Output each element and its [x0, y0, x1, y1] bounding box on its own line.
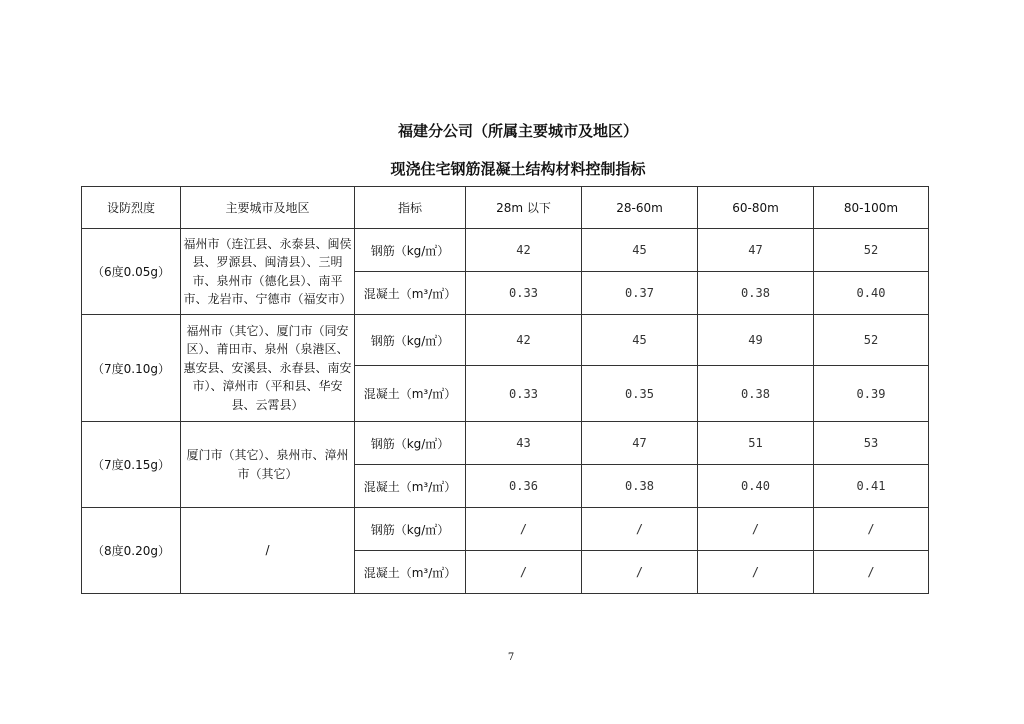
value-cell: / [698, 551, 814, 594]
concrete-label: 混凝土（m³/㎡） [355, 272, 466, 315]
value-cell: 42 [466, 315, 582, 366]
value-cell: / [814, 551, 929, 594]
value-cell: / [466, 508, 582, 551]
header-80-100m: 80-100m [814, 187, 929, 229]
value-cell: 52 [814, 229, 929, 272]
concrete-label: 混凝土（m³/㎡） [355, 465, 466, 508]
value-cell: 45 [582, 315, 698, 366]
value-cell: 51 [698, 422, 814, 465]
region-cell: 厦门市（其它）、泉州市、漳州市（其它） [181, 422, 355, 508]
value-cell: / [582, 551, 698, 594]
value-cell: 53 [814, 422, 929, 465]
value-cell: 0.33 [466, 272, 582, 315]
value-cell: 0.41 [814, 465, 929, 508]
header-below-28m: 28m 以下 [466, 187, 582, 229]
intensity-cell: （8度0.20g） [82, 508, 181, 594]
value-cell: / [582, 508, 698, 551]
value-cell: 0.36 [466, 465, 582, 508]
table-row [82, 422, 929, 465]
intensity-cell: （7度0.15g） [82, 422, 181, 508]
value-cell: 0.35 [582, 366, 698, 422]
header-60-80m: 60-80m [698, 187, 814, 229]
value-cell: 0.38 [582, 465, 698, 508]
steel-label: 钢筋（kg/㎡） [355, 508, 466, 551]
steel-label: 钢筋（kg/㎡） [355, 229, 466, 272]
value-cell: / [466, 551, 582, 594]
value-cell: 42 [466, 229, 582, 272]
steel-label: 钢筋（kg/㎡） [355, 315, 466, 366]
value-cell: 0.38 [698, 366, 814, 422]
table-title: 现浇住宅钢筋混凝土结构材料控制指标 [390, 160, 646, 178]
table-row [82, 229, 929, 272]
header-indicator: 指标 [355, 187, 466, 229]
value-cell: 45 [582, 229, 698, 272]
intensity-cell: （7度0.10g） [82, 315, 181, 422]
header-row [82, 187, 929, 229]
header-region: 主要城市及地区 [181, 187, 355, 229]
region-cell: 福州市（连江县、永泰县、闽侯县、罗源县、闽清县）、三明市、泉州市（德化县）、南平市、龙岩市、宁德市（福安市） [181, 229, 355, 315]
value-cell: 49 [698, 315, 814, 366]
value-cell: 0.40 [698, 465, 814, 508]
value-cell: 0.40 [814, 272, 929, 315]
region-cell: / [181, 508, 355, 594]
value-cell: 0.38 [698, 272, 814, 315]
value-cell: 43 [466, 422, 582, 465]
table-row [82, 508, 929, 551]
value-cell: 52 [814, 315, 929, 366]
page-number: 7 [507, 652, 515, 663]
value-cell: 0.33 [466, 366, 582, 422]
concrete-label: 混凝土（m³/㎡） [355, 366, 466, 422]
document-title: 福建分公司（所属主要城市及地区） [397, 122, 638, 140]
intensity-cell: （6度0.05g） [82, 229, 181, 315]
value-cell: / [814, 508, 929, 551]
concrete-label: 混凝土（m³/㎡） [355, 551, 466, 594]
value-cell: 0.37 [582, 272, 698, 315]
value-cell: 47 [698, 229, 814, 272]
value-cell: / [698, 508, 814, 551]
header-28-60m: 28-60m [582, 187, 698, 229]
value-cell: 0.39 [814, 366, 929, 422]
steel-label: 钢筋（kg/㎡） [355, 422, 466, 465]
region-cell: 福州市（其它）、厦门市（同安区）、莆田市、泉州（泉港区、惠安县、安溪县、永春县、南安市）、漳州市（平和县、华安县、云霄县） [181, 315, 355, 422]
value-cell: 47 [582, 422, 698, 465]
material-control-table [81, 186, 929, 594]
table-row [82, 315, 929, 366]
header-intensity: 设防烈度 [82, 187, 181, 229]
